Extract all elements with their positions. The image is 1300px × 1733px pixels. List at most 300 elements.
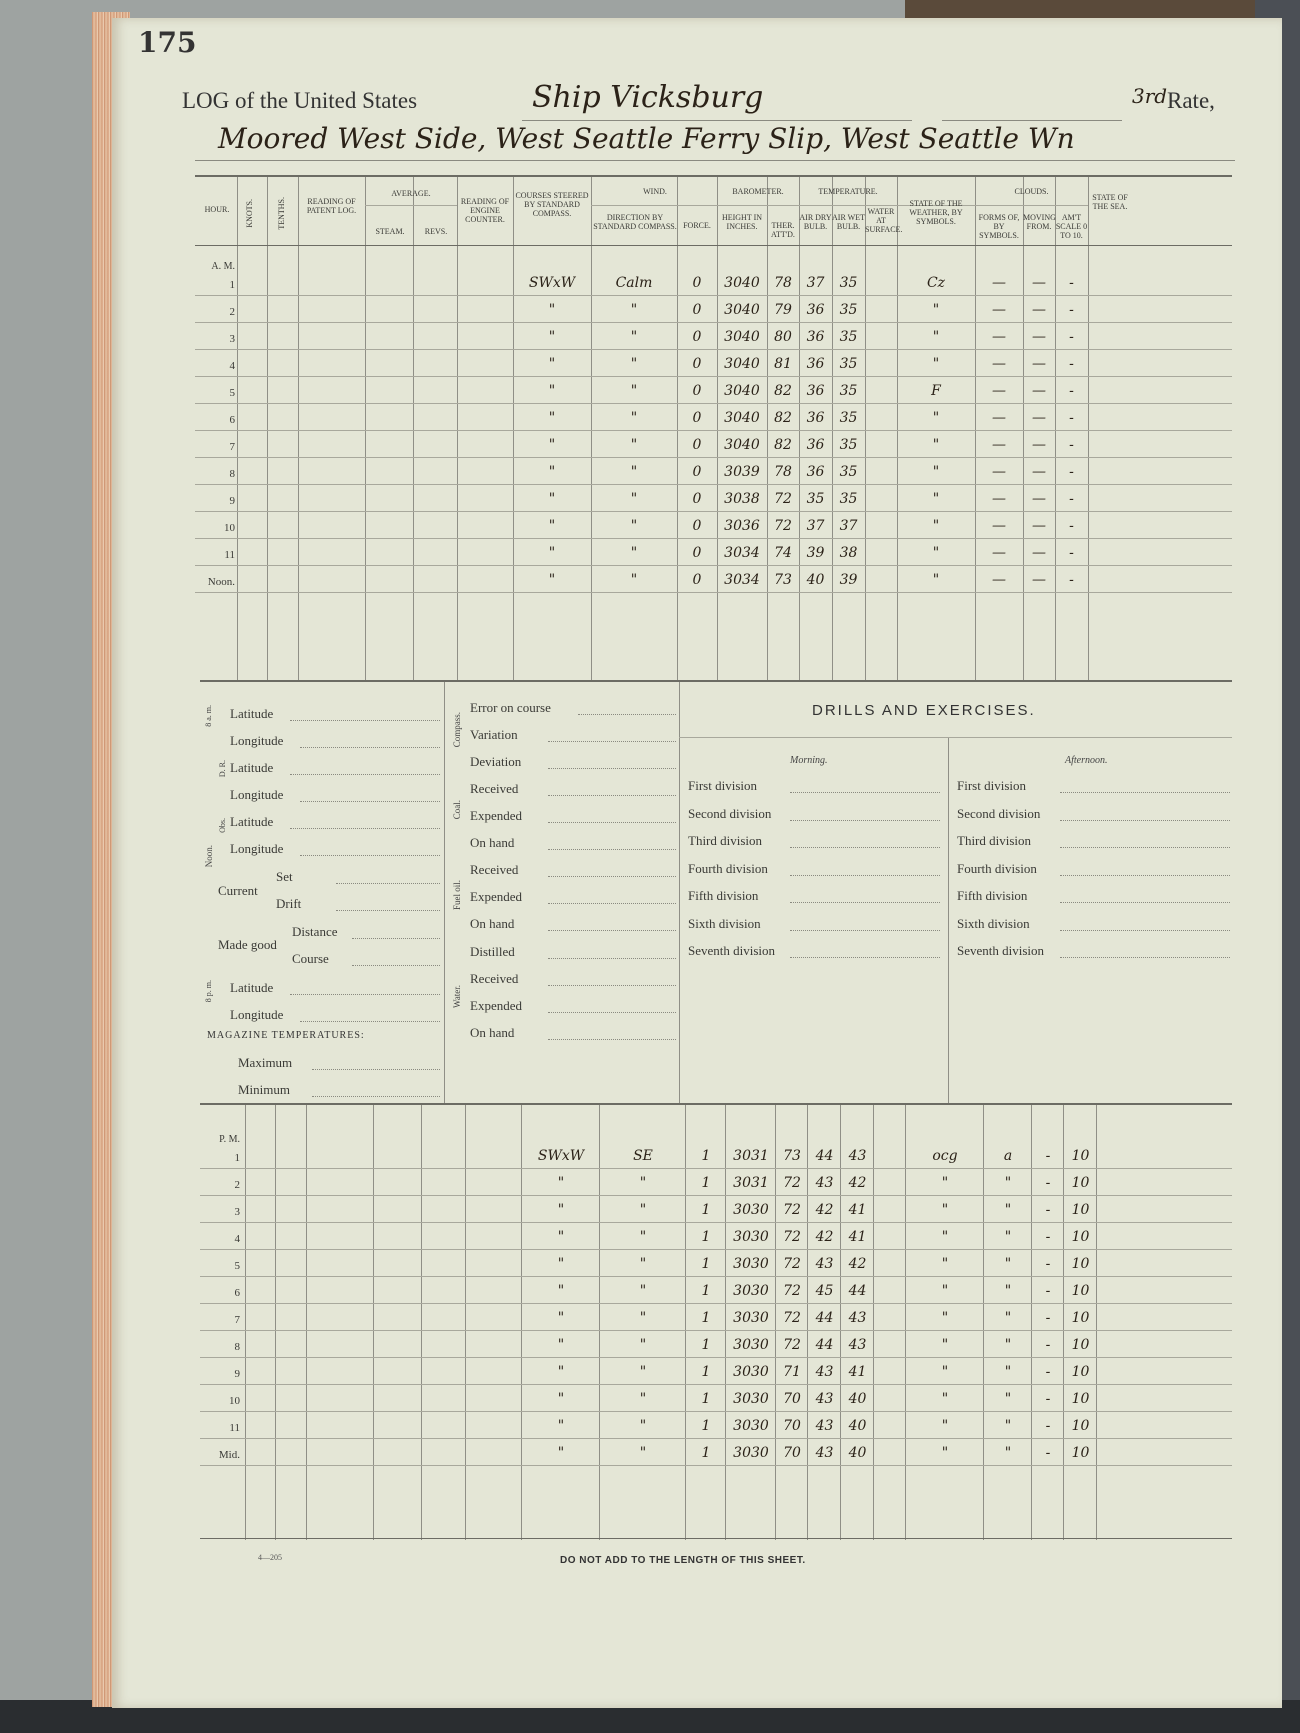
knots-header: KNOTS. [245,199,254,228]
compass-row-error: Error on course [470,700,551,715]
am-weather-cell: " [932,545,940,561]
am-forms-cell: — [992,464,1006,480]
pm-ther-cell: 72 [783,1175,801,1191]
pm-hour: 4 [234,1233,240,1245]
pm-force-cell: 1 [701,1337,711,1353]
lon-8am-label: Longitude [230,733,284,748]
courses-header: COURSES STEERED BY STANDARD COMPASS. [515,191,589,218]
pm-wet-cell: 43 [848,1148,867,1164]
am-moving-cell: — [1032,302,1046,318]
form-number: 4—205 [258,1553,282,1562]
pm-course-cell: " [557,1364,565,1380]
am-weather-cell: " [932,464,940,480]
pm-weather-cell: " [941,1175,949,1191]
pm-moving-cell: - [1045,1229,1051,1245]
pm-moving-cell: - [1045,1310,1051,1326]
am-dry-cell: 37 [806,518,825,534]
engine-counter-header: READING OF ENGINE COUNTER. [460,197,510,224]
am-force-cell: 0 [692,437,702,453]
pm-forms-cell: " [1004,1283,1012,1299]
pm-hour: 7 [234,1314,240,1326]
am-course-cell: SWxW [528,275,576,291]
am-dir-cell: " [630,383,638,399]
am-ther-cell: 78 [774,464,792,480]
afternoon-division-label: Sixth division [957,915,1030,931]
am-height-cell: 3040 [724,302,760,318]
am-height-cell: 3038 [724,491,760,507]
am-dry-cell: 36 [806,329,825,345]
pm-dir-cell: " [639,1283,647,1299]
pm-course-cell: " [557,1445,565,1461]
pm-dir-cell: " [639,1256,647,1272]
am-moving-cell: — [1032,383,1046,399]
lat-dr-label: Latitude [230,760,274,775]
am-amount-cell: - [1069,437,1074,453]
hour-header: HOUR. [204,205,230,214]
lon-obs-label: Longitude [230,841,284,856]
am-height-cell: 3034 [724,572,760,588]
pm-forms-cell: " [1004,1256,1012,1272]
am-forms-cell: — [992,518,1006,534]
compass-row-deviation: Deviation [470,754,522,769]
pm-moving-cell: - [1045,1256,1051,1272]
pm-hour: 8 [234,1341,240,1353]
pm-dry-cell: 45 [815,1283,834,1299]
am-hour: 2 [229,306,235,318]
pm-moving-cell: - [1045,1445,1051,1461]
am-hour: 10 [224,522,235,534]
am-force-cell: 0 [692,410,702,426]
pm-weather-cell: " [941,1337,949,1353]
magazine-label: MAGAZINE TEMPERATURES: [207,1030,365,1041]
compass-row-distilled: Distilled [470,944,515,959]
pm-dry-cell: 43 [815,1445,834,1461]
wind-header: WIND. [643,187,667,196]
sea-header: STATE OF THE SEA. [1092,193,1128,211]
pm-moving-cell: - [1045,1391,1051,1407]
am-hour: 3 [229,333,235,345]
pm-force-cell: 1 [701,1391,711,1407]
pm-course-cell: " [557,1229,565,1245]
location-line: Moored West Side, West Seattle Ferry Slip, West Seattle Wn [218,122,1075,155]
pm-moving-cell: - [1045,1175,1051,1191]
coal-group-label: Coal. [452,800,462,820]
am-dry-cell: 36 [806,410,825,426]
pm-ther-cell: 72 [783,1202,801,1218]
am-force-cell: 0 [692,464,702,480]
compass-row-on_hand: On hand [470,916,515,931]
am-ther-cell: 73 [774,572,792,588]
pm-weather-cell: " [941,1310,949,1326]
pm-force-cell: 1 [701,1175,711,1191]
pm-forms-cell: " [1004,1175,1012,1191]
pm-dir-cell: " [639,1445,647,1461]
am-force-cell: 0 [692,356,702,372]
am-wet-cell: 39 [839,572,858,588]
pm-force-cell: 1 [701,1418,711,1434]
magazine-max-label: Maximum [238,1055,293,1070]
baro-height-header: HEIGHT IN INCHES. [721,213,763,231]
water-group-label: Water. [452,985,462,1009]
clouds-header: CLOUDS. [1014,187,1049,196]
pm-height-cell: 3030 [733,1310,769,1326]
pm-dir-cell: " [639,1175,647,1191]
lat-8am-label: Latitude [230,706,274,721]
am-amount-cell: - [1069,464,1074,480]
wind-direction-header: DIRECTION BY STANDARD COMPASS. [593,213,677,231]
am-hour: 4 [229,360,235,372]
pm-weather-cell: " [941,1418,949,1434]
am-course-cell: " [548,329,556,345]
am-course-cell: " [548,518,556,534]
pm-moving-cell: - [1045,1364,1051,1380]
am-ther-cell: 72 [774,491,792,507]
pm-amount-cell: 10 [1071,1391,1090,1407]
pm-moving-cell: - [1045,1148,1051,1164]
pm-dry-cell: 43 [815,1256,834,1272]
am-height-cell: 3040 [724,356,760,372]
am-moving-cell: — [1032,572,1046,588]
pm-moving-cell: - [1045,1202,1051,1218]
air-dry-header: AIR DRY BULB. [799,213,832,231]
morning-division-label: Fifth division [688,888,759,903]
am-dry-cell: 40 [806,572,825,588]
am-amount-cell: - [1069,572,1074,588]
am-hour: Noon. [207,576,235,588]
am-force-cell: 0 [692,302,702,318]
pm-wet-cell: 41 [848,1364,867,1380]
pm-wet-cell: 43 [848,1310,867,1326]
am-weather-cell: " [932,410,940,426]
am-course-cell: " [548,545,556,561]
am-hour: 1 [229,279,235,291]
pm-force-cell: 1 [701,1148,711,1164]
pm-hour: 1 [234,1152,240,1164]
pm-ther-cell: 73 [783,1148,801,1164]
page-number: 175 [138,26,197,59]
pm-course-cell: " [557,1391,565,1407]
morning-division-label: Second division [688,805,772,821]
am-force-cell: 0 [692,572,702,588]
fuel-oil-group-label: Fuel oil. [452,880,462,911]
am-period-label: A. M. [211,261,235,272]
pm-ther-cell: 72 [783,1337,801,1353]
pm-dir-cell: " [639,1310,647,1326]
am-dir-cell: " [630,356,638,372]
made-good-distance-label: Distance [292,924,338,939]
am-dir-cell: " [630,464,638,480]
am-weather-cell: " [932,437,940,453]
compass-row-received: Received [470,862,519,877]
am-wet-cell: 38 [839,545,858,561]
am-dry-cell: 37 [806,275,825,291]
pm-dir-cell: " [639,1202,647,1218]
am-course-cell: " [548,410,556,426]
pm-dry-cell: 43 [815,1418,834,1434]
am-ther-cell: 81 [774,356,792,372]
am-forms-cell: — [992,356,1006,372]
rate-label: Rate, [1167,88,1215,113]
pm-height-cell: 3031 [733,1148,769,1164]
pm-force-cell: 1 [701,1283,711,1299]
pm-amount-cell: 10 [1071,1364,1090,1380]
am-forms-cell: — [992,437,1006,453]
am-height-cell: 3040 [724,275,760,291]
tenths-header: TENTHS. [277,197,286,230]
am-dir-cell: " [630,329,638,345]
am-force-cell: 0 [692,545,702,561]
am-dir-cell: " [630,302,638,318]
ship-name: Ship Vicksburg [532,80,764,115]
current-label: Current [218,883,258,898]
pm-height-cell: 3030 [733,1229,769,1245]
pm-course-cell: " [557,1337,565,1353]
pm-amount-cell: 10 [1071,1229,1090,1245]
morning-division-label: Seventh division [688,943,776,958]
pm-amount-cell: 10 [1071,1148,1090,1164]
am-hour: 11 [224,549,235,561]
pm-force-cell: 1 [701,1202,711,1218]
pm-wet-cell: 44 [848,1283,867,1299]
am-dir-cell: " [630,491,638,507]
am-amount-cell: - [1069,275,1074,291]
am-weather-cell: F [931,383,941,399]
pm-wet-cell: 42 [848,1256,867,1272]
pm-height-cell: 3030 [733,1391,769,1407]
lon-8pm-label: Longitude [230,1007,284,1022]
am-force-cell: 0 [692,491,702,507]
morning-division-label: First division [688,778,757,793]
pm-force-cell: 1 [701,1229,711,1245]
pm-forms-cell: " [1004,1337,1012,1353]
pm-height-cell: 3030 [733,1337,769,1353]
am-moving-cell: — [1032,329,1046,345]
pm-forms-cell: " [1004,1202,1012,1218]
rate-number: 3rd [1132,84,1168,108]
pm-dir-cell: " [639,1337,647,1353]
pm-course-cell: " [557,1283,565,1299]
pm-ther-cell: 72 [783,1283,801,1299]
pm-force-cell: 1 [701,1445,711,1461]
noon-label: Noon. [204,845,214,868]
am-wet-cell: 37 [839,518,858,534]
pm-weather-cell: " [941,1229,949,1245]
am-moving-cell: — [1032,437,1046,453]
steam-header: STEAM. [375,227,405,236]
am-dry-cell: 35 [806,491,825,507]
am-dry-cell: 36 [806,302,825,318]
am-dir-cell: " [630,410,638,426]
am-amount-cell: - [1069,383,1074,399]
morning-division-label: Sixth division [688,915,761,931]
magazine-min-label: Minimum [238,1082,291,1097]
am-weather-cell: " [932,329,940,345]
am-dir-cell: Calm [615,275,653,291]
pm-course-cell: " [557,1175,565,1191]
am-dir-cell: " [630,518,638,534]
pm-dry-cell: 44 [815,1148,834,1164]
compass-row-variation: Variation [470,727,518,742]
pm-hour: 5 [234,1260,240,1272]
pm-forms-cell: " [1004,1310,1012,1326]
pm-dry-cell: 44 [815,1310,834,1326]
am-wet-cell: 35 [839,410,858,426]
barometer-header: BAROMETER. [732,187,784,196]
pm-ther-cell: 72 [783,1310,801,1326]
pm-force-cell: 1 [701,1310,711,1326]
pm-height-cell: 3031 [733,1175,769,1191]
afternoon-division-label: Seventh division [957,943,1045,958]
am-wet-cell: 35 [839,464,858,480]
am-dry-cell: 36 [806,383,825,399]
morning-division-label: Fourth division [688,860,768,876]
am-height-cell: 3034 [724,545,760,561]
am-weather-cell: " [932,518,940,534]
pm-dry-cell: 43 [815,1175,834,1191]
pm-dry-cell: 42 [815,1229,834,1245]
pm-weather-cell: " [941,1391,949,1407]
pm-forms-cell: " [1004,1364,1012,1380]
am-ther-cell: 82 [774,383,792,399]
made-good-label: Made good [218,937,277,952]
pm-hour: 2 [234,1179,240,1191]
cloud-forms-header: FORMS OF, BY SYMBOLS. [978,213,1020,240]
pm-hour: 9 [234,1368,240,1380]
pm-amount-cell: 10 [1071,1337,1090,1353]
am-height-cell: 3040 [724,383,760,399]
morning-label: Morning. [790,755,828,766]
am-hour: 8 [229,468,235,480]
am-height-cell: 3040 [724,437,760,453]
pm-wet-cell: 40 [848,1418,867,1434]
am-weather-cell: " [932,302,940,318]
am-forms-cell: — [992,410,1006,426]
pm-forms-cell: " [1004,1229,1012,1245]
pm-moving-cell: - [1045,1418,1051,1434]
pm-period-label: P. M. [219,1134,240,1145]
pm-amount-cell: 10 [1071,1283,1090,1299]
pm-ther-cell: 71 [783,1364,801,1380]
am-wet-cell: 35 [839,491,858,507]
pm-dir-cell: " [639,1391,647,1407]
am-forms-cell: — [992,383,1006,399]
pm-dry-cell: 43 [815,1391,834,1407]
am-weather-cell: " [932,491,940,507]
am-dir-cell: " [630,572,638,588]
patent-log-header: READING OF PATENT LOG. [306,197,357,215]
pm-dry-cell: 44 [815,1337,834,1353]
pm-forms-cell: " [1004,1445,1012,1461]
compass-row-expended: Expended [470,998,522,1013]
dr-label: D. R. [218,760,227,778]
pm-hour: 10 [229,1395,240,1407]
pm-course-cell: " [557,1202,565,1218]
pm-moving-cell: - [1045,1283,1051,1299]
am-forms-cell: — [992,572,1006,588]
pm-forms-cell: a [1003,1148,1013,1164]
pm-dry-cell: 43 [815,1364,834,1380]
temperature-header: TEMPERATURE. [818,187,878,196]
pm-course-cell: " [557,1310,565,1326]
baro-ther-header: THER. ATT'D. [771,221,795,239]
compass-row-on_hand: On hand [470,835,515,850]
lat-8pm-label: Latitude [230,980,274,995]
am-ther-cell: 78 [774,275,792,291]
am-ther-cell: 72 [774,518,792,534]
am-weather-cell: " [932,356,940,372]
am-dry-cell: 36 [806,356,825,372]
am-moving-cell: — [1032,491,1046,507]
afternoon-label: Afternoon. [1065,755,1108,766]
am-ther-cell: 79 [774,302,792,318]
afternoon-division-label: Fourth division [957,860,1037,876]
am-ther-cell: 80 [774,329,792,345]
pm-dir-cell: " [639,1418,647,1434]
am-height-cell: 3039 [724,464,760,480]
am-hour: 5 [229,387,235,399]
current-drift-label: Drift [276,896,302,911]
am-wet-cell: 35 [839,383,858,399]
pm-dir-cell: " [639,1229,647,1245]
pm-weather-cell: ocg [932,1148,958,1164]
pm-forms-cell: " [1004,1391,1012,1407]
am-amount-cell: - [1069,518,1074,534]
pm-force-cell: 1 [701,1364,711,1380]
revs-header: REVS. [424,227,448,236]
pm-amount-cell: 10 [1071,1310,1090,1326]
afternoon-division-label: Fifth division [957,888,1028,903]
am-ther-cell: 82 [774,410,792,426]
cloud-moving-header: MOVING FROM. [1023,213,1056,231]
pm-hour: Mid. [218,1449,240,1461]
pm-height-cell: 3030 [733,1283,769,1299]
am-height-cell: 3040 [724,410,760,426]
pm-height-cell: 3030 [733,1364,769,1380]
pm-height-cell: 3030 [733,1445,769,1461]
am-moving-cell: — [1032,410,1046,426]
pm-forms-cell: " [1004,1418,1012,1434]
am-moving-cell: — [1032,464,1046,480]
pm-course-cell: " [557,1418,565,1434]
am-wet-cell: 35 [839,356,858,372]
afternoon-division-label: Second division [957,805,1041,821]
pm-log-table [200,1105,1232,1540]
pm-amount-cell: 10 [1071,1445,1090,1461]
am-force-cell: 0 [692,518,702,534]
am-dry-cell: 36 [806,464,825,480]
am-forms-cell: — [992,545,1006,561]
pm-group-label: 8 p. m. [204,980,213,1003]
pm-amount-cell: 10 [1071,1175,1090,1191]
am-moving-cell: — [1032,518,1046,534]
am-wet-cell: 35 [839,329,858,345]
am-wet-cell: 35 [839,437,858,453]
am-hour: 9 [229,495,235,507]
am-amount-cell: - [1069,545,1074,561]
am-ther-cell: 74 [774,545,792,561]
compass-row-expended: Expended [470,889,522,904]
air-wet-header: AIR WET BULB. [832,213,865,231]
pm-moving-cell: - [1045,1337,1051,1353]
am-forms-cell: — [992,302,1006,318]
am-course-cell: " [548,356,556,372]
pm-amount-cell: 10 [1071,1202,1090,1218]
compass-row-expended: Expended [470,808,522,823]
am-force-cell: 0 [692,383,702,399]
am-force-cell: 0 [692,329,702,345]
am-weather-cell: " [932,572,940,588]
pm-weather-cell: " [941,1283,949,1299]
